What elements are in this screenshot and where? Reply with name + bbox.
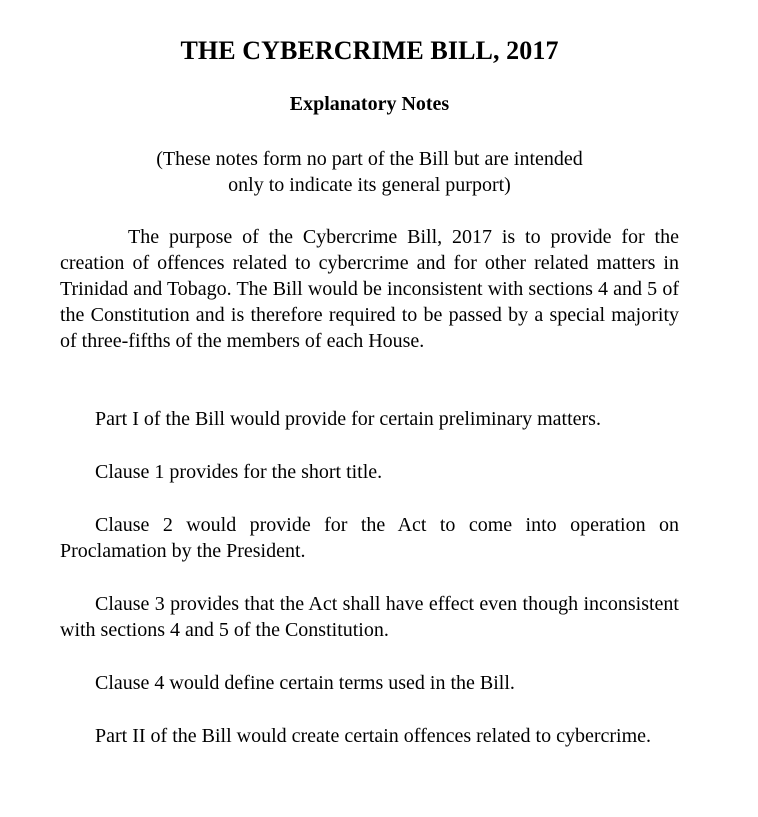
clause-3-paragraph: Clause 3 provides that the Act shall have effect even though inconsistent with sections 4 and 5 of the Constitution. <box>60 593 679 641</box>
explanatory-disclaimer <box>60 146 679 198</box>
clause-2-paragraph: Clause 2 would provide for the Act to come into operation on Proclamation by the President. <box>60 514 679 562</box>
part-two-paragraph: Part II of the Bill would create certain offences related to cybercrime. <box>95 725 652 747</box>
clause-4-paragraph: Clause 4 would define certain terms used in the Bill. <box>95 672 515 694</box>
document-subtitle: Explanatory Notes <box>289 93 450 115</box>
purpose-paragraph: The purpose of the Cybercrime Bill, 2017 is to provide for the creation of offences related to cybercrime and for other related matters in Trinidad and Tobago. The Bill would be inconsistent with sections 4 and 5 of the Constitution and is therefore required to be passed by a special majority of three-fifths of the members of each House. <box>60 226 679 352</box>
part-one-paragraph: Part I of the Bill would provide for certain preliminary matters. <box>95 408 601 430</box>
disclaimer-line-2: only to indicate its general purport) <box>228 174 511 196</box>
clause-1-paragraph: Clause 1 provides for the short title. <box>95 461 383 483</box>
disclaimer-line-1: (These notes form no part of the Bill but are intended <box>156 148 583 170</box>
document-title: THE CYBERCRIME BILL, 2017 <box>180 36 559 65</box>
